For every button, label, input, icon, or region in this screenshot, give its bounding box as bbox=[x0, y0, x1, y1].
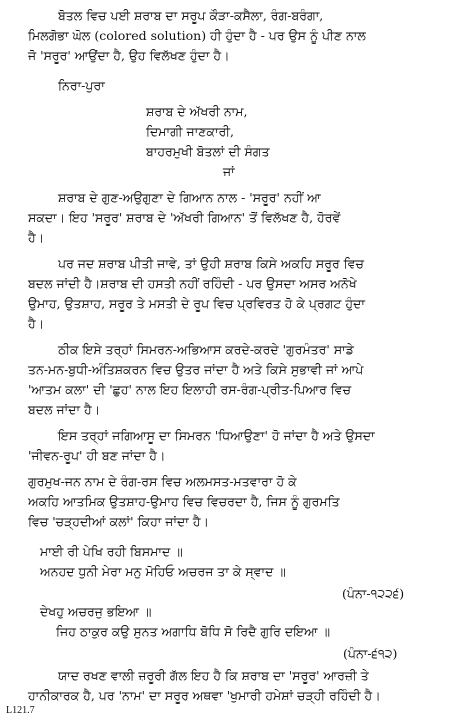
text-line: ਨਿਰਾ-ਪੁਰਾ bbox=[58, 78, 105, 93]
text-line: ਉਮਾਹ, ਉਤਸ਼ਾਹ, ਸਰੂਰ ਤੇ ਮਸਤੀ ਦੇ ਰੂਪ ਵਿਚ ਪ੍ਰਵਿਰਤ ਹੋ ਕੇ ਪ੍ਰਗਟ ਹੁੰਦਾ bbox=[28, 296, 365, 311]
text-line: ਵਿਚ 'ਚੜ੍ਹਦੀਆਂ ਕਲਾਂ' ਕਿਹਾ ਜਾਂਦਾ ਹੈ। bbox=[28, 514, 209, 529]
text-line: ਜੋ 'ਸਰੂਰ' ਆਉਂਦਾ ਹੈ, ਉਹ ਵਿਲੱਖਣ ਹੁੰਦਾ ਹੈ। bbox=[28, 48, 230, 63]
text-line: 'ਆਤਮ ਕਲਾ' ਦੀ 'ਛੁਹ' ਨਾਲ ਇਹ ਇਲਾਹੀ ਰਸ-ਰੰਗ-ਪ੍ਰੀਤ-ਪਿਆਰ ਵਿਚ bbox=[28, 382, 352, 397]
text-line: ਹਾਨੀਕਾਰਕ ਹੈ, ਪਰ 'ਨਾਮ' ਦਾ ਸਰੂਰ ਅਥਵਾ 'ਖੁਮਾਰੀ ਹਮੇਸ਼ਾਂ ਚੜ੍ਹੀ ਰਹਿੰਦੀ ਹੈ। bbox=[28, 688, 381, 703]
text-line: ਸ਼ਰਾਬ ਦੇ ਗੁਣ-ਅਉਗੁਣਾ ਦੇ ਗਿਆਨ ਨਾਲ - 'ਸਰੂਰ' ਨਹੀਂ ਆ bbox=[58, 190, 321, 205]
text-line: ਇਸ ਤਰ੍ਹਾਂ ਜਗਿਆਸੂ ਦਾ ਸਿਮਰਨ 'ਧਿਆਉਣਾ' ਹੋ ਜਾਂਦਾ ਹੈ ਅਤੇ ਉਸਦਾ bbox=[58, 428, 375, 443]
text-line: ਠੀਕ ਇਸੇ ਤਰ੍ਹਾਂ ਸਿਮਰਨ-ਅਭਿਆਸ ਕਰਦੇ-ਕਰਦੇ 'ਗੁਰਮੰਤਰ' ਸਾਡੇ bbox=[58, 342, 354, 357]
text-line: ਯਾਦ ਰਖਣ ਵਾਲੀ ਜ਼ਰੂਰੀ ਗੱਲ ਇਹ ਹੈ ਕਿ ਸ਼ਰਾਬ ਦਾ 'ਸਰੂਰ' ਆਰਜ਼ੀ ਤੇ bbox=[58, 668, 369, 683]
page-reference: (ਪੰਨਾ-੬੧੨) bbox=[343, 646, 398, 661]
text-line: ਜਾਂ bbox=[223, 164, 235, 179]
footer-code: L121.7 bbox=[6, 705, 35, 716]
text-line: ਪਰ ਜਦ ਸ਼ਰਾਬ ਪੀਤੀ ਜਾਵੇ, ਤਾਂ ਉਹੀ ਸ਼ਰਾਬ ਕਿਸੇ ਅਕਹਿ ਸਰੂਰ ਵਿਚ bbox=[58, 256, 364, 271]
text-line: ਹੈ। bbox=[28, 316, 45, 331]
text-line: ਮਿਲਗੋਭਾ ਘੋਲ (colored solution) ਹੀ ਹੁੰਦਾ ਹੈ - ਪਰ ਉਸ ਨੂੰ ਪੀਣ ਨਾਲ bbox=[28, 28, 366, 43]
text-line: ਬਦਲ ਜਾਂਦਾ ਹੈ। bbox=[28, 402, 101, 417]
text-line: 'ਜੀਵਨ-ਰੂਪ' ਹੀ ਬਣ ਜਾਂਦਾ ਹੈ। bbox=[28, 448, 166, 463]
text-line: ਸਕਦਾ। ਇਹ 'ਸਰੂਰ' ਸ਼ਰਾਬ ਦੇ 'ਅੱਖਰੀ ਗਿਆਨ' ਤੋਂ ਵਿਲੱਖਣ ਹੈ, ਹੋਰਵੇਂ bbox=[28, 210, 341, 225]
text-line: ਬੋਤਲ ਵਿਚ ਪਈ ਸ਼ਰਾਬ ਦਾ ਸਰੂਪ ਕੌੜਾ-ਕਸੈਲਾ, ਰੰਗ-ਬਰੰਗਾ, bbox=[58, 8, 324, 23]
text-line: ਬਦਲ ਜਾਂਦੀ ਹੈ।ਸ਼ਰਾਬ ਦੀ ਹਸਤੀ ਨਹੀਂ ਰਹਿੰਦੀ - ਪਰ ਉਸਦਾ ਅਸਰ ਅਨੋਖੇ bbox=[28, 276, 357, 291]
quote-line: ਅਨਹਦ ਧੁਨੀ ਮੇਰਾ ਮਨੁ ਮੋਹਿਓ ਅਚਰਜ ਤਾ ਕੇ ਸ੍ਵਾਦ ॥ bbox=[40, 564, 286, 579]
text-line: ਬਾਹਰਮੁਖੀ ਬੋਤਲਾਂ ਦੀ ਸੰਗਤ bbox=[146, 144, 270, 159]
quote-line: ਮਾਈ ਰੀ ਪੇਖਿ ਰਹੀ ਬਿਸਮਾਦ ॥ bbox=[40, 544, 183, 559]
text-line: ਦਿਮਾਗੀ ਜਾਣਕਾਰੀ, bbox=[146, 124, 234, 139]
quote-line: ਜਿਹ ਠਾਕੁਰ ਕਉ ਸੁਨਤ ਅਗਾਧਿ ਬੋਧਿ ਸੋ ਰਿਦੈ ਗੁਰਿ ਦਇਆ ॥ bbox=[56, 624, 330, 639]
text-line: ਸ਼ਰਾਬ ਦੇ ਅੱਖਰੀ ਨਾਮ, bbox=[146, 104, 248, 119]
text-line: ਹੈ। bbox=[28, 230, 45, 245]
text-line: ਗੁਰਮੁਖ-ਜਨ ਨਾਮ ਦੇ ਰੰਗ-ਰਸ ਵਿਚ ਅਲਮਸਤ-ਮਤਵਾਰਾ ਹੋ ਕੇ bbox=[28, 474, 297, 489]
text-line: ਤਨ-ਮਨ-ਬੁਧੀ-ਅੰਤਿਸ਼ਕਰਨ ਵਿਚ ਉਤਰ ਜਾਂਦਾ ਹੈ ਅਤੇ ਕਿਸੇ ਸੁਭਾਵੀ ਜਾਂ ਆਪੇ bbox=[28, 362, 364, 377]
quote-line: ਦੇਖਹੁ ਅਚਰਜੁ ਭਇਆ ॥ bbox=[40, 604, 152, 619]
text-line: ਅਕਹਿ ਆਤਮਿਕ ਉਤਸ਼ਾਹ-ਉਮਾਹ ਵਿਚ ਵਿਚਰਦਾ ਹੈ, ਜਿਸ ਨੂੰ ਗੁਰਮਤਿ bbox=[28, 494, 340, 509]
page-reference: (ਪੰਨਾ-੧੨੨੬) bbox=[342, 586, 405, 601]
